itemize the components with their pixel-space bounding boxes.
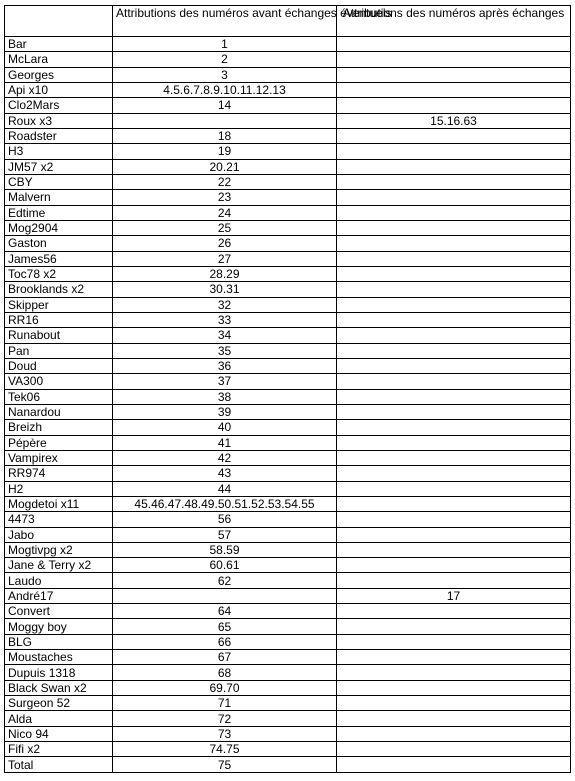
- name-cell: André17: [5, 588, 113, 603]
- name-cell: Roadster: [5, 128, 113, 143]
- name-cell: Mog2904: [5, 220, 113, 235]
- name-cell: Moustaches: [5, 650, 113, 665]
- table-row: [5, 450, 571, 465]
- name-cell: Moggy boy: [5, 619, 113, 634]
- table-row: [5, 37, 571, 52]
- table-row: [5, 680, 571, 695]
- after-cell: [337, 619, 571, 634]
- name-cell: Pépère: [5, 435, 113, 450]
- before-cell: 37: [113, 374, 337, 389]
- table-row: [5, 435, 571, 450]
- after-cell: [337, 328, 571, 343]
- before-cell: 58.59: [113, 542, 337, 557]
- after-cell: 15.16.63: [337, 113, 571, 128]
- table-row: [5, 190, 571, 205]
- before-cell: 72: [113, 711, 337, 726]
- table-row: [5, 420, 571, 435]
- name-cell: Malvern: [5, 190, 113, 205]
- table-row: [5, 113, 571, 128]
- after-cell: [337, 558, 571, 573]
- table-row: [5, 144, 571, 159]
- after-cell: [337, 374, 571, 389]
- name-cell: Surgeon 52: [5, 696, 113, 711]
- name-cell: Mogtivpg x2: [5, 542, 113, 557]
- name-cell: Tek06: [5, 389, 113, 404]
- before-cell: 22: [113, 174, 337, 189]
- after-cell: [337, 82, 571, 97]
- table-row: [5, 711, 571, 726]
- name-cell: Vampirex: [5, 450, 113, 465]
- after-cell: [337, 496, 571, 511]
- table-row: [5, 236, 571, 251]
- before-cell: 28.29: [113, 266, 337, 281]
- after-cell: [337, 420, 571, 435]
- before-cell: 36: [113, 358, 337, 373]
- table-row: [5, 67, 571, 82]
- table-body: [5, 37, 571, 757]
- after-cell: [337, 389, 571, 404]
- table-row: [5, 220, 571, 235]
- table-row: [5, 389, 571, 404]
- name-cell: Georges: [5, 67, 113, 82]
- name-cell: Bar: [5, 37, 113, 52]
- before-cell: 24: [113, 205, 337, 220]
- after-cell: [337, 665, 571, 680]
- table-row: [5, 619, 571, 634]
- name-cell: Roux x3: [5, 113, 113, 128]
- before-cell: 43: [113, 466, 337, 481]
- after-cell: [337, 67, 571, 82]
- after-cell: [337, 37, 571, 52]
- after-cell: [337, 604, 571, 619]
- before-cell: 66: [113, 634, 337, 649]
- name-cell: Mogdetoi x11: [5, 496, 113, 511]
- after-cell: [337, 650, 571, 665]
- before-cell: 20.21: [113, 159, 337, 174]
- name-cell: JM57 x2: [5, 159, 113, 174]
- after-cell: [337, 726, 571, 741]
- header-before-cell: Attributions des numéros avant échanges éventuels: [113, 6, 337, 37]
- after-cell: [337, 696, 571, 711]
- table-row: [5, 726, 571, 741]
- after-cell: [337, 481, 571, 496]
- after-cell: [337, 573, 571, 588]
- table-row: [5, 604, 571, 619]
- name-cell: H3: [5, 144, 113, 159]
- name-cell: CBY: [5, 174, 113, 189]
- before-cell: 38: [113, 389, 337, 404]
- before-cell: [113, 113, 337, 128]
- before-cell: 41: [113, 435, 337, 450]
- before-cell: 71: [113, 696, 337, 711]
- table-row: [5, 205, 571, 220]
- name-cell: McLara: [5, 52, 113, 67]
- table-row: [5, 466, 571, 481]
- before-cell: 73: [113, 726, 337, 741]
- name-cell: Jabo: [5, 527, 113, 542]
- table-row: [5, 665, 571, 680]
- before-cell: 45.46.47.48.49.50.51.52.53.54.55: [113, 496, 337, 511]
- table-row: [5, 52, 571, 67]
- table-row: [5, 742, 571, 757]
- after-cell: [337, 266, 571, 281]
- table-row: [5, 98, 571, 113]
- name-cell: 4473: [5, 512, 113, 527]
- before-cell: 2: [113, 52, 337, 67]
- name-cell: Nico 94: [5, 726, 113, 741]
- after-cell: [337, 128, 571, 143]
- after-cell: [337, 144, 571, 159]
- after-cell: [337, 435, 571, 450]
- name-cell: Edtime: [5, 205, 113, 220]
- before-cell: 25: [113, 220, 337, 235]
- table-row: [5, 558, 571, 573]
- table-row: [5, 527, 571, 542]
- after-cell: [337, 466, 571, 481]
- before-cell: 33: [113, 312, 337, 327]
- after-cell: [337, 343, 571, 358]
- before-cell: 67: [113, 650, 337, 665]
- before-cell: 1: [113, 37, 337, 52]
- total-label: Total: [5, 757, 113, 772]
- name-cell: VA300: [5, 374, 113, 389]
- after-cell: [337, 512, 571, 527]
- name-cell: Toc78 x2: [5, 266, 113, 281]
- table-row: [5, 404, 571, 419]
- before-cell: 23: [113, 190, 337, 205]
- before-cell: 56: [113, 512, 337, 527]
- table-row: [5, 573, 571, 588]
- after-cell: [337, 174, 571, 189]
- name-cell: Gaston: [5, 236, 113, 251]
- before-cell: 14: [113, 98, 337, 113]
- before-cell: 30.31: [113, 282, 337, 297]
- before-cell: 42: [113, 450, 337, 465]
- after-cell: [337, 404, 571, 419]
- after-cell: [337, 282, 571, 297]
- after-cell: [337, 98, 571, 113]
- table-row: [5, 251, 571, 266]
- name-cell: Pan: [5, 343, 113, 358]
- header-name-cell: [5, 6, 113, 37]
- table-row: [5, 159, 571, 174]
- name-cell: RR16: [5, 312, 113, 327]
- name-cell: Doud: [5, 358, 113, 373]
- after-cell: [337, 236, 571, 251]
- before-cell: 60.61: [113, 558, 337, 573]
- total-value: 75: [113, 757, 337, 772]
- table-row: [5, 634, 571, 649]
- table-row: [5, 512, 571, 527]
- table-row: [5, 266, 571, 281]
- table-row: [5, 312, 571, 327]
- after-cell: [337, 527, 571, 542]
- before-cell: 68: [113, 665, 337, 680]
- table-row: [5, 374, 571, 389]
- name-cell: Runabout: [5, 328, 113, 343]
- name-cell: Brooklands x2: [5, 282, 113, 297]
- header-row: [5, 6, 571, 37]
- before-cell: [113, 588, 337, 603]
- attribution-table: [4, 5, 571, 773]
- after-cell: [337, 634, 571, 649]
- before-cell: 74.75: [113, 742, 337, 757]
- table-row: [5, 328, 571, 343]
- before-cell: 39: [113, 404, 337, 419]
- table-row: [5, 496, 571, 511]
- after-cell: [337, 542, 571, 557]
- after-cell: [337, 159, 571, 174]
- total-after: [337, 757, 571, 772]
- after-cell: [337, 52, 571, 67]
- name-cell: Breizh: [5, 420, 113, 435]
- table-row: [5, 481, 571, 496]
- after-cell: [337, 297, 571, 312]
- name-cell: H2: [5, 481, 113, 496]
- name-cell: Convert: [5, 604, 113, 619]
- after-cell: [337, 312, 571, 327]
- table-row: [5, 282, 571, 297]
- before-cell: 62: [113, 573, 337, 588]
- after-cell: [337, 358, 571, 373]
- before-cell: 40: [113, 420, 337, 435]
- before-cell: 35: [113, 343, 337, 358]
- before-cell: 65: [113, 619, 337, 634]
- after-cell: [337, 742, 571, 757]
- header-after-cell: Attributions des numéros après échanges: [337, 6, 571, 37]
- before-cell: 19: [113, 144, 337, 159]
- name-cell: Black Swan x2: [5, 680, 113, 695]
- name-cell: Jane & Terry x2: [5, 558, 113, 573]
- name-cell: RR974: [5, 466, 113, 481]
- before-cell: 18: [113, 128, 337, 143]
- after-cell: [337, 251, 571, 266]
- table-row: [5, 82, 571, 97]
- table-row: [5, 696, 571, 711]
- table-row: [5, 174, 571, 189]
- table-row: [5, 542, 571, 557]
- name-cell: Api x10: [5, 82, 113, 97]
- before-cell: 27: [113, 251, 337, 266]
- before-cell: 44: [113, 481, 337, 496]
- table-row: [5, 128, 571, 143]
- after-cell: [337, 680, 571, 695]
- name-cell: Laudo: [5, 573, 113, 588]
- name-cell: Skipper: [5, 297, 113, 312]
- after-cell: [337, 190, 571, 205]
- table-row: [5, 358, 571, 373]
- table-row: [5, 588, 571, 603]
- before-cell: 4.5.6.7.8.9.10.11.12.13: [113, 82, 337, 97]
- after-cell: [337, 450, 571, 465]
- after-cell: [337, 711, 571, 726]
- name-cell: Nanardou: [5, 404, 113, 419]
- before-cell: 64: [113, 604, 337, 619]
- name-cell: Alda: [5, 711, 113, 726]
- name-cell: Clo2Mars: [5, 98, 113, 113]
- before-cell: 69.70: [113, 680, 337, 695]
- name-cell: BLG: [5, 634, 113, 649]
- after-cell: [337, 205, 571, 220]
- name-cell: James56: [5, 251, 113, 266]
- before-cell: 3: [113, 67, 337, 82]
- name-cell: Dupuis 1318: [5, 665, 113, 680]
- before-cell: 32: [113, 297, 337, 312]
- table-row: [5, 343, 571, 358]
- after-cell: 17: [337, 588, 571, 603]
- total-row: [5, 757, 571, 772]
- before-cell: 34: [113, 328, 337, 343]
- after-cell: [337, 220, 571, 235]
- before-cell: 26: [113, 236, 337, 251]
- table-row: [5, 297, 571, 312]
- name-cell: Fifi x2: [5, 742, 113, 757]
- table-row: [5, 650, 571, 665]
- before-cell: 57: [113, 527, 337, 542]
